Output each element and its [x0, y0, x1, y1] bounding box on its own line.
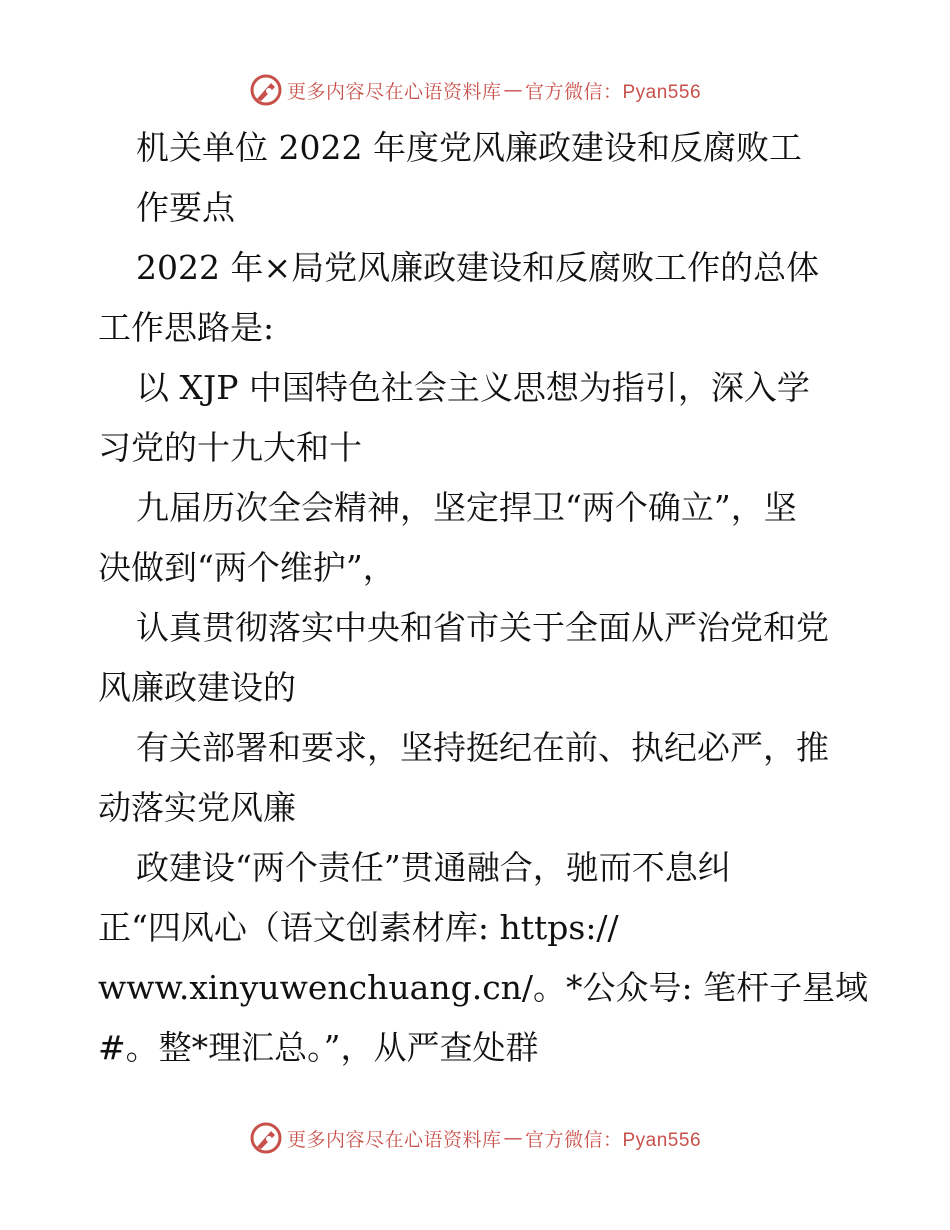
title-line-2: 作要点 [136, 188, 235, 227]
paragraph-line: 以 XJP 中国特色社会主义思想为指引，深入学 [136, 368, 810, 407]
paragraph-line: www.xinyuwenchuang.cn/。*公众号: 笔杆子星域 [98, 968, 869, 1007]
document-body [98, 118, 869, 1078]
title-line-1: 机关单位 2022 年度党风廉政建设和反腐败工 [136, 128, 802, 167]
header-banner-separator: — [503, 79, 523, 101]
paragraph-line: 有关部署和要求，坚持挺纪在前、执纪必严，推 [136, 728, 829, 767]
footer-banner [0, 1118, 950, 1158]
paragraph-line: 政建设“两个责任”贯通融合，驰而不息纠 [136, 848, 731, 887]
paragraph-line: 2022 年×局党风廉政建设和反腐败工作的总体 [136, 248, 820, 287]
paragraph-line: 动落实党风廉 [98, 788, 296, 827]
pen-logo-icon [249, 1121, 283, 1155]
paragraph-line: 决做到“两个维护”， [98, 548, 396, 587]
paragraph-line: 九届历次全会精神，坚定捍卫“两个确立”，坚 [136, 488, 797, 527]
paragraph-line: 认真贯彻落实中央和省市关于全面从严治党和党 [136, 608, 829, 647]
paragraph-line: 风廉政建设的 [98, 668, 296, 707]
footer-banner-text: 更多内容尽在心语资料库 [286, 1128, 502, 1151]
header-banner [0, 70, 950, 110]
paragraph-line: 正“四风心（语文创素材库: https:// [98, 908, 619, 947]
paragraph-line: 工作思路是: [98, 308, 275, 347]
pen-logo-icon [249, 73, 283, 107]
header-banner-text: 更多内容尽在心语资料库 [286, 80, 502, 103]
paragraph-line: 习党的十九大和十 [98, 428, 362, 467]
footer-banner-separator: — [503, 1127, 523, 1149]
paragraph-line: #。整*理汇总。”，从严查处群 [98, 1028, 539, 1067]
header-banner-contact: 官方微信：Pyan556 [525, 81, 702, 103]
footer-banner-contact: 官方微信：Pyan556 [525, 1129, 702, 1151]
